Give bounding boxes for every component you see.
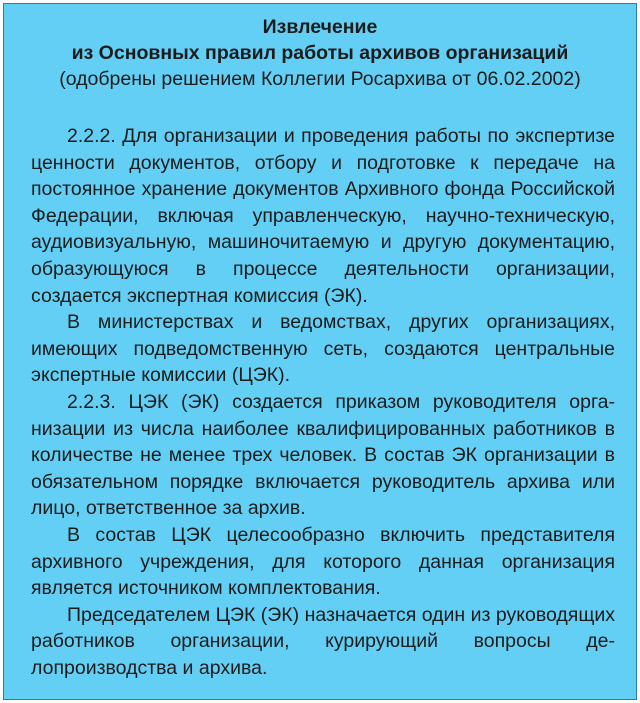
excerpt-panel	[3, 3, 637, 700]
excerpt-title: Извлечение	[262, 16, 378, 38]
paragraph-archive-representative: В состав ЦЭК целесообразно включить представителя архивного учреждения, для которого данная организация является источником комплектования.	[31, 523, 615, 600]
excerpt-subtitle: из Основных правил работы архивов организаций	[71, 42, 569, 64]
excerpt-body	[31, 123, 615, 681]
excerpt-approval-note: (одобрены решением Коллегии Росархива от 06.02.2002)	[59, 68, 581, 90]
paragraph-central-commissions: В министерствах и ведомствах, других организациях, имеющих подведомственную сеть, создаются центральные экспертные комиссии (ЦЭК).	[31, 311, 615, 387]
paragraph-2-2-3: 2.2.3. ЦЭК (ЭК) создается приказом руководителя организации из числа наиболее квалифицированных работников в количестве не менее трех человек. В состав ЭК организации в обязательном порядке включается руководитель архива или лицо, ответственное за архив.	[31, 390, 615, 520]
excerpt-header	[4, 14, 636, 92]
paragraph-chairman: Председателем ЦЭК (ЭК) назначается один из руководящих работников организации, курирующий вопросы делопроизводства и архива.	[31, 603, 616, 679]
paragraph-2-2-2: 2.2.2. Для организации и проведения работы по экспертизе ценности документов, отбору и подготовке к передаче на постоянное хранение документов Архивного фонда Российской Федерации, включая управленческую, научно-техническую, аудиовизуальную, машиночитаемую и другую документацию, образующуюся в процессе деятельности организации, создается экспертная комиссия (ЭК).	[31, 125, 615, 307]
